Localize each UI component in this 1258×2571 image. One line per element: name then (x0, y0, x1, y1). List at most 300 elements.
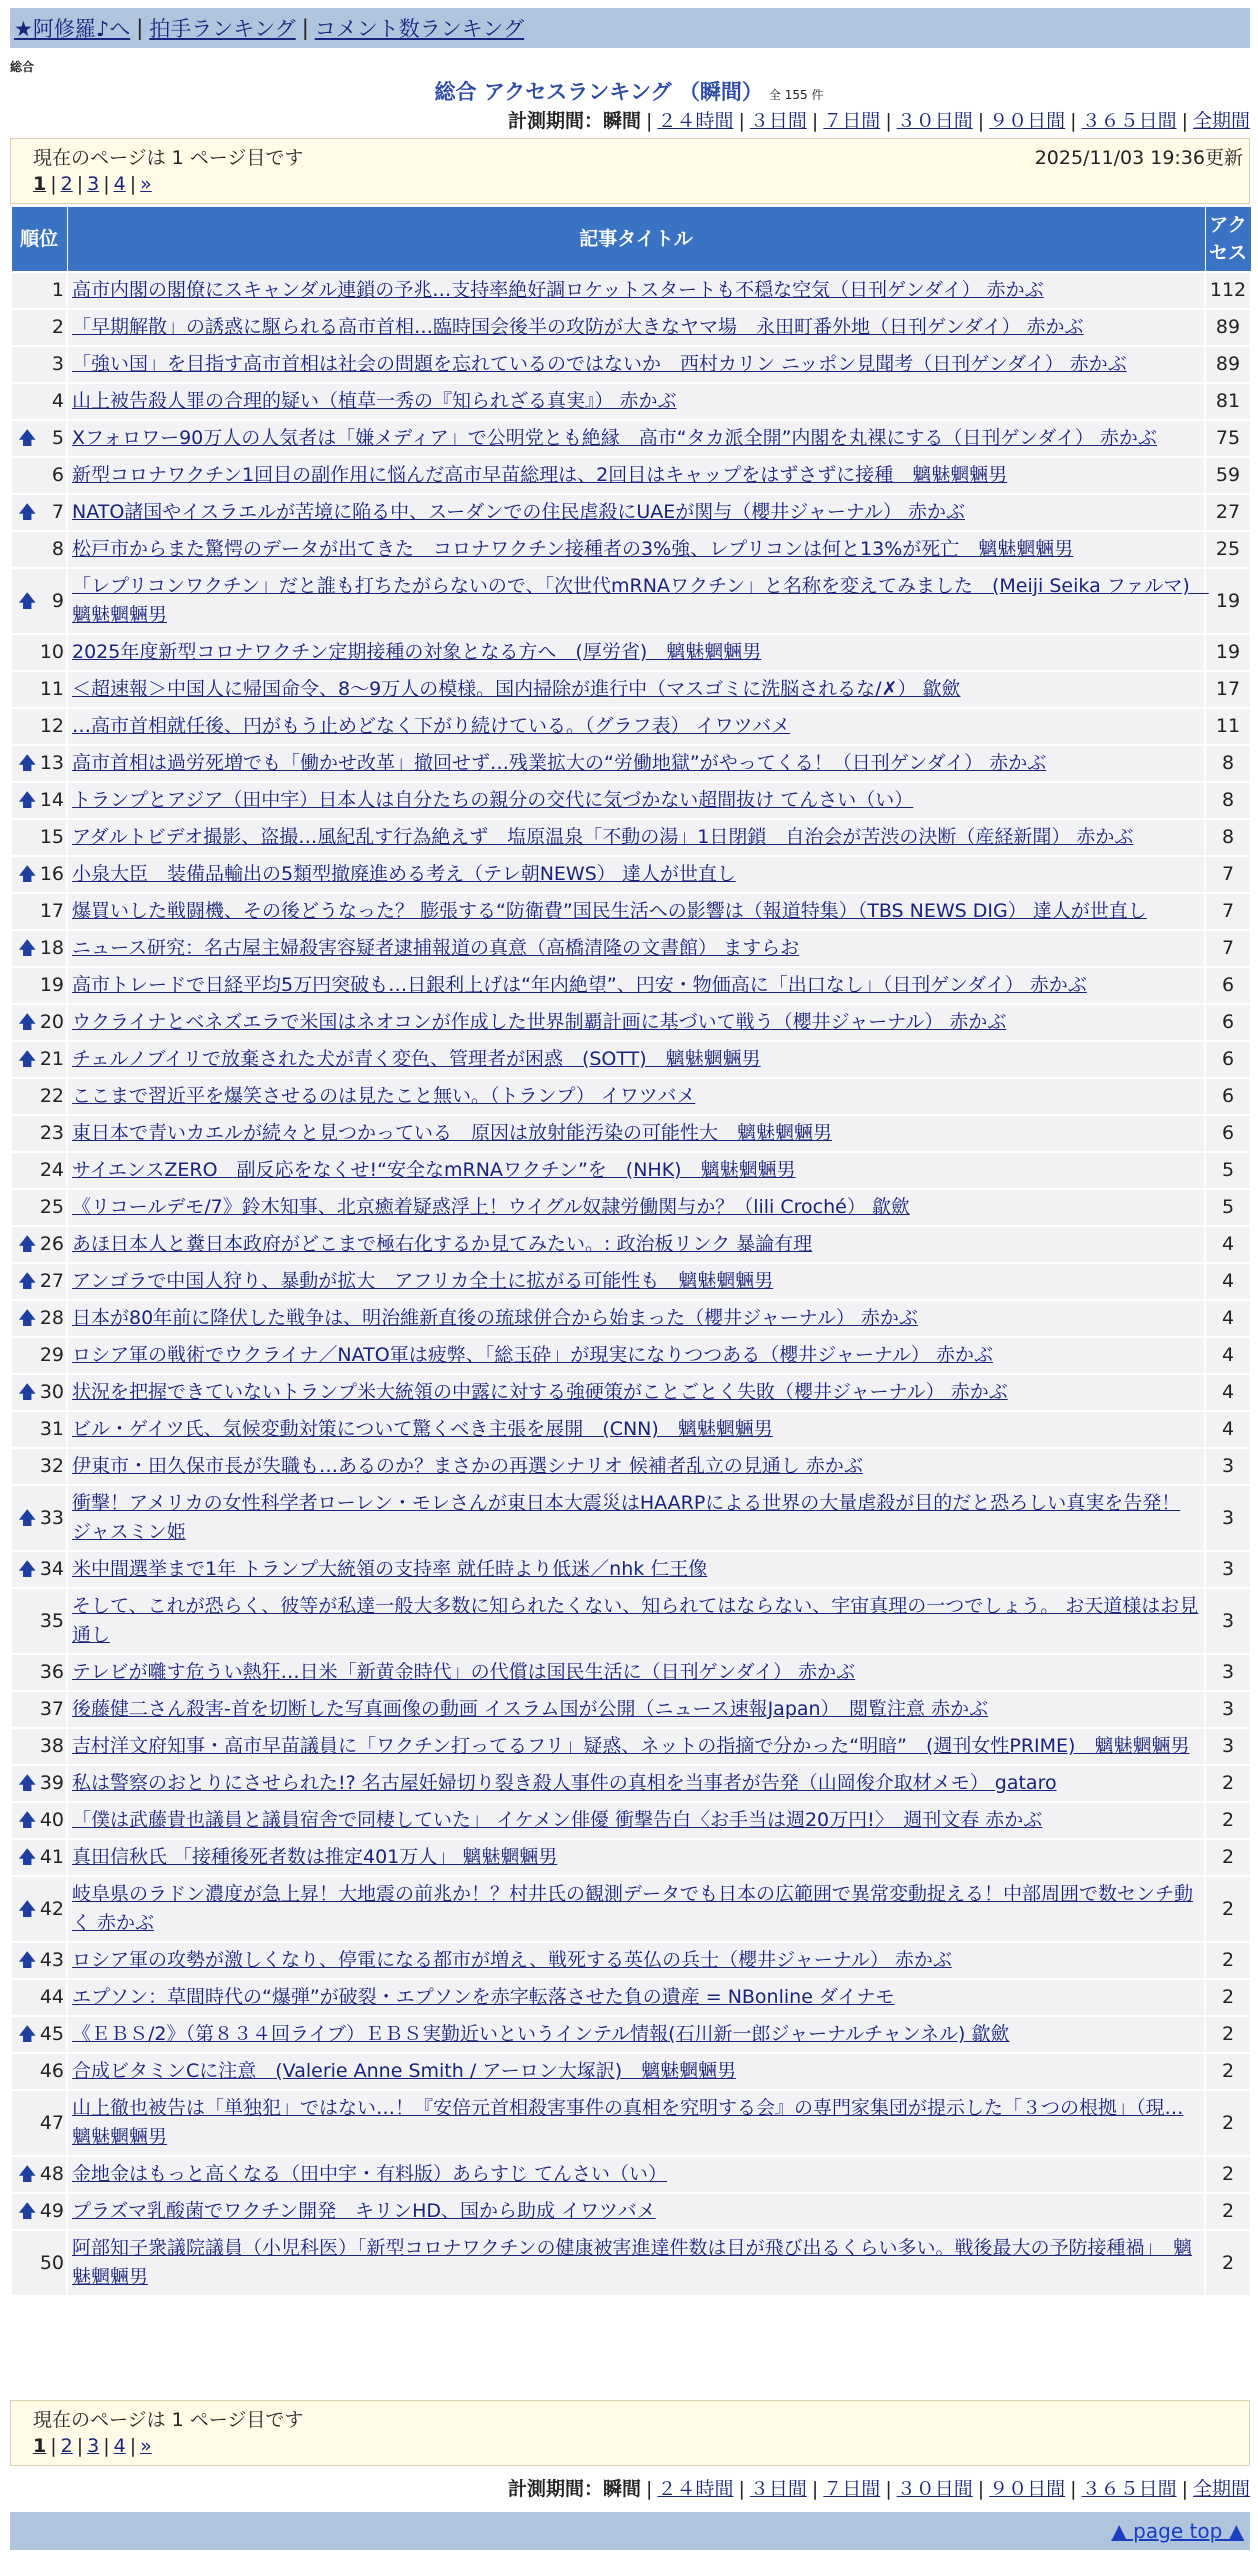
article-link[interactable]: チェルノブイリで放棄された犬が青く変色、管理者が困惑 (SOTT) 魑魅魍魎男 (72, 1048, 761, 1070)
title-cell (67, 1004, 1205, 1041)
title-cell (67, 1226, 1205, 1263)
article-link[interactable]: プラズマ乳酸菌でワクチン開発 キリンHD、国から助成 イワツバメ (72, 2200, 656, 2222)
rank-up-arrow-icon: 🡅 (18, 502, 37, 523)
table-row (11, 1300, 1251, 1337)
access-count: 2 (1205, 1802, 1251, 1839)
rank-cell (11, 1979, 67, 2016)
nav-separator: | (301, 16, 309, 40)
page-separator: | (129, 173, 137, 195)
table-row (11, 745, 1251, 782)
article-link[interactable]: 「僕は武藤貴也議員と議員宿舎で同棲していた」 イケメン俳優 衝撃告白〈お手当は週20万円!〉 週刊文春 赤かぶ (72, 1809, 1043, 1831)
rank-cell (11, 893, 67, 930)
rank-cell (11, 2230, 67, 2296)
rank-cell (11, 346, 67, 383)
article-link[interactable]: ロシア軍の攻勢が激しくなり、停電になる都市が増え、戦死する英仏の兵士（櫻井ジャーナル） 赤かぶ (72, 1949, 952, 1971)
article-link[interactable]: 《リコールデモ/7》鈴木知事、北京癒着疑惑浮上！ウイグル奴隷労働関与か？（lili Croché） 歙歛 (72, 1196, 910, 1218)
top-navigation-bar (10, 8, 1250, 48)
access-count: 4 (1205, 1337, 1251, 1374)
rank-number: 24 (39, 1159, 64, 1181)
access-count: 2 (1205, 2090, 1251, 2156)
period-separator: | (885, 2478, 892, 2500)
updated-timestamp: 2025/11/03 19:36更新 (1034, 147, 1243, 169)
article-link[interactable]: 東日本で青いカエルが続々と見つかっている 原因は放射能汚染の可能性大 魑魅魍魎男 (72, 1122, 833, 1144)
rank-cell (11, 967, 67, 1004)
access-count: 27 (1205, 494, 1251, 531)
article-link[interactable]: アダルトビデオ撮影、盗撮…風紀乱す行為絶えず 塩原温泉「不動の湯」1日閉鎖 自治会が苦渋の決断（産経新聞） 赤かぶ (72, 826, 1134, 848)
table-row (11, 420, 1251, 457)
rank-up-arrow-icon: 🡅 (18, 1507, 37, 1529)
rank-number: 21 (39, 1048, 64, 1070)
title-cell (67, 2156, 1205, 2193)
table-row (11, 930, 1251, 967)
page-separator: | (76, 173, 84, 195)
article-link[interactable]: 山上被告殺人罪の合理的疑い（植草一秀の『知られざる真実』） 赤かぶ (72, 390, 677, 412)
access-count: 2 (1205, 1839, 1251, 1876)
access-count: 6 (1205, 967, 1251, 1004)
rank-number: 26 (39, 1233, 64, 1255)
table-header-row (11, 207, 1251, 273)
table-row (11, 1485, 1251, 1551)
next-page-link[interactable]: » (140, 173, 152, 195)
access-count: 89 (1205, 309, 1251, 346)
total-count: 全 155 件 (768, 88, 824, 102)
period-separator: | (646, 2478, 653, 2500)
access-count: 2 (1205, 2053, 1251, 2090)
rank-number: 35 (39, 1609, 64, 1632)
comment-ranking-link[interactable]: コメント数ランキング (314, 17, 525, 41)
next-page-link[interactable]: » (140, 2435, 152, 2457)
access-count: 3 (1205, 1448, 1251, 1485)
period-separator: | (811, 2478, 819, 2500)
access-count: 3 (1205, 1551, 1251, 1588)
rank-number: 3 (51, 353, 64, 375)
article-link[interactable]: 新型コロナワクチン1回目の副作用に悩んだ高市早苗総理は、2回目はキャップをはずさずに接種 魑魅魍魎男 (72, 464, 1008, 486)
rank-up-arrow-icon: 🡅 (18, 428, 37, 449)
title-cell (67, 1654, 1205, 1691)
table-row (11, 568, 1251, 634)
table-row (11, 671, 1251, 708)
rank-cell (11, 1765, 67, 1802)
title-cell (67, 782, 1205, 819)
rank-cell (11, 383, 67, 420)
title-cell (67, 1691, 1205, 1728)
rank-number: 7 (51, 501, 64, 523)
rank-up-arrow-icon: 🡅 (18, 790, 37, 811)
title-cell (67, 309, 1205, 346)
title-cell (67, 1448, 1205, 1485)
period-separator: | (811, 110, 819, 132)
access-count: 11 (1205, 708, 1251, 745)
period-selector-bottom (508, 2474, 1250, 2501)
access-count: 6 (1205, 1041, 1251, 1078)
article-link[interactable]: 高市内閣の閣僚にスキャンダル連鎖の予兆…支持率絶好調ロケットスタートも不穏な空気（日刊ゲンダイ） 赤かぶ (72, 279, 1044, 301)
article-link[interactable]: 後藤健二さん殺害-首を切断した写真画像の動画 イスラム国が公開（ニュース速報Japan） 閲覧注意 赤かぶ (72, 1698, 989, 1720)
page-link[interactable]: 3 (87, 173, 100, 195)
article-link[interactable]: Xフォロワー90万人の人気者は「嫌メディア」で公明党とも絶縁 高市“タカ派全開”内閣を丸裸にする（日刊ゲンダイ） 赤かぶ (72, 427, 1157, 449)
rank-number: 14 (39, 789, 64, 811)
table-row (11, 1839, 1251, 1876)
table-row (11, 346, 1251, 383)
rank-cell (11, 1263, 67, 1300)
article-link[interactable]: 2025年度新型コロナワクチン定期接種の対象となる方へ (厚労省) 魑魅魍魎男 (72, 641, 762, 663)
article-link[interactable]: テレビが囃す危うい熱狂…日米「新黄金時代」の代償は国民生活に（日刊ゲンダイ） 赤かぶ (72, 1661, 856, 1683)
article-link[interactable]: 「強い国」を目指す高市首相は社会の問題を忘れているのではないか 西村カリン ニッポン見聞考（日刊ゲンダイ） 赤かぶ (72, 353, 1127, 375)
title-cell (67, 856, 1205, 893)
title-cell (67, 1374, 1205, 1411)
rank-up-arrow-icon: 🡅 (18, 864, 37, 885)
article-link[interactable]: ここまで習近平を爆笑させるのは見たこと無い。（トランプ） イワツバメ (72, 1085, 696, 1107)
rank-cell (11, 1942, 67, 1979)
access-count: 8 (1205, 745, 1251, 782)
title-cell (67, 1588, 1205, 1654)
table-row (11, 819, 1251, 856)
title-cell (67, 1551, 1205, 1588)
article-link[interactable]: ビル・ゲイツ氏、気候変動対策について驚くべき主張を展開 (CNN) 魑魅魍魎男 (72, 1418, 773, 1440)
article-link[interactable]: 状況を把握できていないトランプ米大統領の中露に対する強硬策がことごとく失敗（櫻井ジャーナル） 赤かぶ (72, 1381, 1008, 1403)
rank-cell (11, 2090, 67, 2156)
title-cell (67, 420, 1205, 457)
rank-up-arrow-icon: 🡅 (18, 1308, 37, 1329)
rank-number: 40 (39, 1809, 64, 1831)
page-separator: | (50, 2435, 57, 2457)
period-link[interactable]: ３日間 (749, 110, 807, 132)
article-link[interactable]: ニュース研究：名古屋主婦殺害容疑者逮捕報道の真意（高橋清隆の文書館） ますらお (72, 937, 800, 959)
rank-up-arrow-icon: 🡅 (18, 1847, 37, 1868)
access-count: 2 (1205, 1765, 1251, 1802)
rank-number: 22 (39, 1085, 64, 1107)
rank-number: 8 (51, 538, 64, 560)
rank-number: 20 (39, 1011, 64, 1033)
rank-cell (11, 457, 67, 494)
article-link[interactable]: 爆買いした戦闘機、その後どうなった？ 膨張する“防衛費”国民生活への影響は（報道特集）（TBS NEWS DIG） 達人が世直し (72, 900, 1147, 922)
rank-number: 43 (39, 1949, 64, 1971)
title-cell (67, 1337, 1205, 1374)
page-links (33, 173, 152, 195)
rank-cell (11, 1448, 67, 1485)
article-link[interactable]: 金地金はもっと高くなる（田中宇・有料版）あらすじ てんさい（い） (72, 2163, 668, 2185)
title-cell (67, 346, 1205, 383)
access-count: 5 (1205, 1189, 1251, 1226)
rank-cell (11, 1041, 67, 1078)
table-row (11, 2016, 1251, 2053)
category-label: 総合 (10, 60, 35, 74)
page-top-link[interactable]: ▲ page top ▲ (1111, 2519, 1244, 2543)
page-link[interactable]: 4 (113, 173, 126, 195)
page-link[interactable]: 2 (60, 2435, 73, 2457)
title-cell (67, 634, 1205, 671)
period-separator: | (738, 110, 745, 132)
article-link[interactable]: 合成ビタミンCに注意 (Valerie Anne Smith / アーロン大塚訳) 魑魅魍魎男 (72, 2060, 737, 2082)
rank-cell (11, 1485, 67, 1551)
rank-cell (11, 782, 67, 819)
rank-number: 19 (39, 974, 64, 996)
table-row (11, 2090, 1251, 2156)
article-link[interactable]: ウクライナとベネズエラで米国はネオコンが作成した世界制覇計画に基づいて戦う（櫻井ジャーナル） 赤かぶ (72, 1011, 1007, 1033)
title-cell (67, 568, 1209, 634)
title-cell (67, 2230, 1205, 2296)
table-row (11, 1115, 1251, 1152)
column-header-title: 記事タイトル (67, 207, 1205, 273)
access-count: 2 (1205, 2156, 1251, 2193)
current-page-text: 現在のページは 1 ページ目です (33, 2409, 304, 2431)
rank-cell (11, 1588, 67, 1654)
period-link[interactable]: ３日間 (749, 2478, 807, 2500)
rank-up-arrow-icon: 🡅 (18, 2164, 37, 2185)
rank-up-arrow-icon: 🡅 (18, 1049, 37, 1070)
rank-number: 45 (39, 2023, 64, 2045)
table-row (11, 1802, 1251, 1839)
rank-cell (11, 1411, 67, 1448)
title-cell (67, 1802, 1205, 1839)
rank-cell (11, 745, 67, 782)
rank-cell (11, 1004, 67, 1041)
article-link[interactable]: 松戸市からまた驚愕のデータが出てきた コロナワクチン接種者の3%強、レプリコンは何と13%が死亡 魑魅魍魎男 (72, 538, 1074, 560)
rank-cell (11, 1078, 67, 1115)
article-link[interactable]: ＜超速報＞中国人に帰国命令、8～9万人の模様。国内掃除が進行中（マスゴミに洗脳されるな/✗） 歙歛 (72, 678, 961, 700)
access-count: 19 (1205, 568, 1251, 634)
rank-cell (11, 708, 67, 745)
table-row (11, 1263, 1251, 1300)
table-row (11, 2053, 1251, 2090)
rank-number: 34 (39, 1558, 64, 1580)
access-count: 2 (1205, 2230, 1251, 2296)
rank-up-arrow-icon: 🡅 (18, 938, 37, 959)
article-link[interactable]: サイエンスZERO 副反応をなくせ!“安全なmRNAワクチン”を (NHK) 魑魅魍魎男 (72, 1159, 796, 1181)
table-row (11, 1189, 1251, 1226)
table-row (11, 1448, 1251, 1485)
title-cell (67, 1876, 1205, 1942)
rank-number: 16 (39, 863, 64, 885)
rank-number: 42 (39, 1897, 64, 1920)
page-current: 1 (33, 2435, 47, 2457)
pager-bottom (10, 2400, 1250, 2466)
title-cell (67, 1839, 1205, 1876)
page-separator: | (129, 2435, 137, 2457)
title-cell (67, 745, 1205, 782)
title-cell (67, 930, 1205, 967)
article-link[interactable]: 私は警察のおとりにさせられた!? 名古屋妊婦切り裂き殺人事件の真相を当事者が告発（山岡俊介取材メモ） gataro (72, 1772, 1057, 1794)
title-cell (67, 2053, 1205, 2090)
rank-number: 30 (39, 1381, 64, 1403)
table-row (11, 1041, 1251, 1078)
title-cell (67, 1485, 1205, 1551)
rank-cell (11, 1374, 67, 1411)
rank-cell (11, 1691, 67, 1728)
article-link[interactable]: アンゴラで中国人狩り、暴動が拡大 アフリカ全土に拡がる可能性も 魑魅魍魎男 (72, 1270, 774, 1292)
table-row (11, 1728, 1251, 1765)
period-separator: | (885, 110, 892, 132)
access-count: 3 (1205, 1691, 1251, 1728)
article-link[interactable]: トランプとアジア（田中宇）日本人は自分たちの親分の交代に気づかない超間抜け てんさい（い） (72, 789, 914, 811)
period-separator: | (1070, 2478, 1077, 2500)
title-cell (67, 671, 1205, 708)
article-link[interactable]: 高市トレードで日経平均5万円突破も…日銀利上げは“年内絶望”、円安・物価高に「出口なし」（日刊ゲンダイ） 赤かぶ (72, 974, 1087, 996)
article-link[interactable]: 真田信秋氏 「接種後死者数は推定401万人」 魑魅魍魎男 (72, 1846, 558, 1868)
access-count: 4 (1205, 1411, 1251, 1448)
access-count: 8 (1205, 819, 1251, 856)
page-link[interactable]: 2 (60, 173, 73, 195)
period-link[interactable]: 全期間 (1192, 2478, 1250, 2500)
table-row (11, 1588, 1251, 1654)
access-count: 7 (1205, 893, 1251, 930)
rank-cell (11, 1728, 67, 1765)
table-row (11, 1691, 1251, 1728)
rank-up-arrow-icon: 🡅 (18, 1950, 37, 1971)
title-cell (67, 383, 1205, 420)
rank-number: 25 (39, 1196, 64, 1218)
table-row (11, 1979, 1251, 2016)
article-link[interactable]: 伊東市・田久保市長が失職も…あるのか？まさかの再選シナリオ 候補者乱立の見通し 赤かぶ (72, 1455, 863, 1477)
access-count: 25 (1205, 531, 1251, 568)
article-link[interactable]: 小泉大臣 装備品輸出の5類型撤廃進める考え（テレ朝NEWS） 達人が世直し (72, 863, 736, 885)
table-row (11, 967, 1251, 1004)
article-link[interactable]: そして、これが恐らく、彼等が私達一般大多数に知られたくない、知られてはならない、宇宙真理の一つでしょう。 お天道様はお見通し (72, 1595, 1199, 1646)
period-separator: | (977, 2478, 985, 2500)
title-cell (67, 1411, 1205, 1448)
title-cell (67, 531, 1205, 568)
current-page-text: 現在のページは 1 ページ目です (33, 147, 304, 169)
article-link[interactable]: 高市首相は過労死増でも「働かせ改革」撤回せず…残業拡大の“労働地獄”がやってくる！（日刊ゲンダイ） 赤かぶ (72, 752, 1047, 774)
rank-cell (11, 2053, 67, 2090)
access-count: 59 (1205, 457, 1251, 494)
table-row (11, 1654, 1251, 1691)
rank-cell (11, 2016, 67, 2053)
period-separator: | (738, 2478, 745, 2500)
title-cell (67, 1078, 1205, 1115)
title-cell (67, 2090, 1205, 2156)
rank-up-arrow-icon: 🡅 (18, 1234, 37, 1255)
article-link[interactable]: あほ日本人と糞日本政府がどこまで極右化するか見てみたい。: 政治板リンク 暴論有理 (72, 1233, 813, 1255)
article-link[interactable]: 「早期解散」の誘惑に駆られる高市首相…臨時国会後半の攻防が大きなヤマ場 永田町番外地（日刊ゲンダイ） 赤かぶ (72, 316, 1084, 338)
page-link[interactable]: 3 (87, 2435, 100, 2457)
rank-number: 4 (51, 390, 64, 412)
period-link[interactable]: ３６５日間 (1081, 2478, 1177, 2500)
page-separator: | (50, 173, 57, 195)
rank-cell (11, 1152, 67, 1189)
rank-up-arrow-icon: 🡅 (18, 2201, 37, 2222)
article-link[interactable]: 「レプリコンワクチン」だと誰も打ちたがらないので、「次世代mRNAワクチン」と名称を変えてみました (Meiji Seika ファルマ) 魑魅魍魎男 (72, 575, 1209, 626)
page-top-bar (10, 2512, 1250, 2550)
rank-number: 41 (39, 1846, 64, 1868)
title-cell (67, 1765, 1205, 1802)
article-link[interactable]: …高市首相就任後、円がもう止めどなく下がり続けている。（グラフ表） イワツバメ (72, 715, 791, 737)
period-selector-top (508, 106, 1250, 133)
rank-number: 48 (39, 2163, 64, 2185)
period-link[interactable]: ３０日間 (896, 2478, 973, 2500)
title-cell (67, 1300, 1205, 1337)
article-link[interactable]: 衝撃！アメリカの女性科学者ローレン・モレさんが東日本大震災はHAARPによる世界の大量虐殺が目的だと恐ろしい真実を告発！ ジャスミン姫 (72, 1492, 1181, 1543)
table-row (11, 1765, 1251, 1802)
period-link[interactable]: 全期間 (1192, 110, 1250, 132)
rank-cell (11, 930, 67, 967)
period-separator: | (1181, 2478, 1188, 2500)
rank-cell (11, 819, 67, 856)
nav-separator: | (136, 16, 144, 40)
access-count: 2 (1205, 2193, 1251, 2230)
rank-up-arrow-icon: 🡅 (18, 1898, 37, 1920)
title-cell (67, 2193, 1205, 2230)
access-count: 6 (1205, 1004, 1251, 1041)
table-row (11, 1411, 1251, 1448)
access-count: 3 (1205, 1728, 1251, 1765)
period-link[interactable]: ２４時間 (657, 2478, 734, 2500)
period-separator: | (1181, 110, 1188, 132)
rank-number: 36 (39, 1661, 64, 1683)
access-count: 81 (1205, 383, 1251, 420)
article-link[interactable]: 日本が80年前に降伏した戦争は、明治維新直後の琉球併合から始まった（櫻井ジャーナル） 赤かぶ (72, 1307, 918, 1329)
period-link[interactable]: ３０日間 (896, 110, 973, 132)
title-cell (67, 1189, 1205, 1226)
article-link[interactable]: 吉村洋文府知事・高市早苗議員に「ワクチン打ってるフリ」疑惑、ネットの指摘で分かった“明暗” (週刊女性PRIME) 魑魅魍魎男 (72, 1735, 1190, 1757)
rank-number: 6 (51, 464, 64, 486)
title-cell (67, 708, 1205, 745)
page-link[interactable]: 4 (113, 2435, 126, 2457)
access-count: 4 (1205, 1300, 1251, 1337)
home-link[interactable]: ★阿修羅♪へ (14, 17, 131, 41)
rank-number: 5 (51, 427, 64, 449)
access-count: 3 (1205, 1485, 1251, 1551)
title-cell (67, 1728, 1205, 1765)
rank-cell (11, 1876, 67, 1942)
access-count: 2 (1205, 1876, 1251, 1942)
rank-number: 18 (39, 937, 64, 959)
rank-cell (11, 494, 67, 531)
rank-number: 12 (39, 715, 64, 737)
rank-cell (11, 1337, 67, 1374)
rank-up-arrow-icon: 🡅 (18, 1773, 37, 1794)
article-link[interactable]: 阿部知子衆議院議員（小児科医）「新型コロナワクチンの健康被害進達件数は目が飛び出るくらい多い。戦後最大の予防接種禍」 魑魅魍魎男 (72, 2237, 1193, 2288)
article-link[interactable]: 《ＥＢＳ/2》（第８３４回ライブ）ＥＢＳ実勤近いというインテル情報(石川新一郎ジャーナルチャンネル) 歙歛 (72, 2023, 1010, 2045)
pager-top (10, 138, 1250, 204)
article-link[interactable]: ロシア軍の戦術でウクライナ／NATO軍は疲弊、「総玉砕」が現実になりつつある（櫻井ジャーナル） 赤かぶ (72, 1344, 993, 1366)
rank-number: 17 (39, 900, 64, 922)
rank-cell (11, 1226, 67, 1263)
table-row (11, 272, 1251, 309)
rank-up-arrow-icon: 🡅 (18, 1012, 37, 1033)
article-link[interactable]: エプソン：草間時代の“爆弾”が破裂・エプソンを赤字転落させた負の遺産 = NBonline ダイナモ (72, 1986, 895, 2008)
article-link[interactable]: 岐阜県のラドン濃度が急上昇！大地震の前兆か！？村井氏の観測データでも日本の広範囲で異常変動捉える！中部周囲で数センチ動く 赤かぶ (72, 1883, 1194, 1934)
rank-cell (11, 1839, 67, 1876)
rank-number: 47 (39, 2111, 64, 2134)
rank-cell (11, 1551, 67, 1588)
period-link[interactable]: ３６５日間 (1081, 110, 1177, 132)
article-link[interactable]: 山上徹也被告は「単独犯」ではない…！『安倍元首相殺害事件の真相を究明する会』の専門家集団が提示した「３つの根拠」（現… 魑魅魍魎男 (72, 2097, 1184, 2148)
rank-number: 33 (39, 1506, 64, 1529)
period-link[interactable]: ９０日間 (989, 110, 1066, 132)
table-row (11, 708, 1251, 745)
rank-up-arrow-icon: 🡅 (18, 1559, 37, 1580)
rank-number: 27 (39, 1270, 64, 1292)
table-row (11, 1942, 1251, 1979)
period-link[interactable]: ２４時間 (657, 110, 734, 132)
table-row (11, 383, 1251, 420)
period-link[interactable]: ７日間 (823, 110, 881, 132)
article-link[interactable]: NATO諸国やイスラエルが苦境に陥る中、スーダンでの住民虐殺にUAEが関与（櫻井ジャーナル） 赤かぶ (72, 501, 965, 523)
rank-up-arrow-icon: 🡅 (18, 590, 37, 612)
article-link[interactable]: 米中間選挙まで1年 トランプ大統領の支持率 就任時より低迷／nhk 仁王像 (72, 1558, 708, 1580)
rank-cell (11, 309, 67, 346)
access-count: 4 (1205, 1226, 1251, 1263)
applause-ranking-link[interactable]: 拍手ランキング (149, 17, 296, 41)
period-link[interactable]: ７日間 (823, 2478, 881, 2500)
rank-number: 31 (39, 1418, 64, 1440)
table-row (11, 1374, 1251, 1411)
ranking-title: 総合 アクセスランキング （瞬間） (434, 80, 763, 104)
period-link[interactable]: ９０日間 (989, 2478, 1066, 2500)
rank-up-arrow-icon: 🡅 (18, 1810, 37, 1831)
rank-number: 2 (51, 316, 64, 338)
access-count: 3 (1205, 1588, 1251, 1654)
